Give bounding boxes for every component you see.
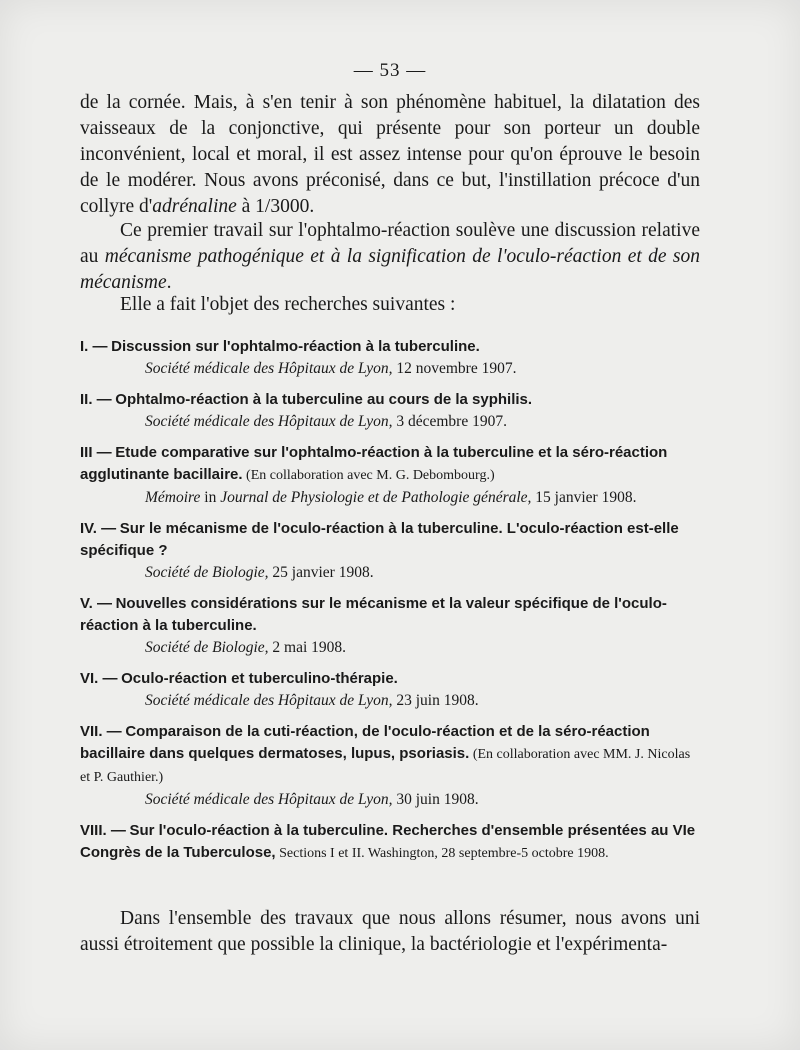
source-venue: Société médicale des Hôpitaux de Lyon, xyxy=(145,360,393,377)
paragraph-2-end: . xyxy=(166,272,172,293)
source-venue: Société médicale des Hôpitaux de Lyon, xyxy=(145,413,393,430)
publication-title: Sur le mécanisme de l'oculo-réaction à la tuberculine. L'oculo-réaction est-elle spécifique ? xyxy=(80,520,679,559)
source-venue: Société de Biologie, xyxy=(145,564,269,581)
publication-number: IV. — xyxy=(80,520,117,537)
paragraph-final: Dans l'ensemble des travaux que nous allons résumer, nous avons uni aussi étroitement que possible la clinique, la bactériologie et l'expérimenta- xyxy=(80,908,700,955)
publication-number: V. — xyxy=(80,595,112,612)
source-mid: in xyxy=(200,489,221,506)
publication-source xyxy=(80,789,700,811)
publication-title: Oculo-réaction et tuberculino-thérapie. xyxy=(121,670,398,687)
publication-item xyxy=(80,389,700,433)
source-date: 15 janvier 1908. xyxy=(531,489,637,506)
source-venue: Société de Biologie, xyxy=(145,639,269,656)
source-date: 12 novembre 1907. xyxy=(392,360,517,377)
publication-title: Etude comparative sur l'ophtalmo-réaction à la tuberculine et la séro-réaction agglutinante bacillaire. xyxy=(80,444,668,483)
publication-source xyxy=(80,358,700,380)
publication-item xyxy=(80,820,700,865)
publication-title: Discussion sur l'ophtalmo-réaction à la tuberculine. xyxy=(111,338,480,355)
publication-item xyxy=(80,336,700,380)
publication-note: (En collaboration avec MM. J. Nicolas et P. Gauthier.) xyxy=(80,747,691,785)
publication-item xyxy=(80,593,700,659)
publication-title: Ophtalmo-réaction à la tuberculine au cours de la syphilis. xyxy=(115,391,533,408)
publication-item xyxy=(80,668,700,712)
publication-number: II. — xyxy=(80,391,112,408)
publication-number: III — xyxy=(80,444,112,461)
publication-note: (En collaboration avec M. G. Debombourg.) xyxy=(242,468,495,483)
source-venue: Société médicale des Hôpitaux de Lyon, xyxy=(145,791,393,808)
source-date: 2 mai 1908. xyxy=(268,639,347,656)
paragraph-1-end: à 1/3000. xyxy=(236,196,315,217)
source-venue: Société médicale des Hôpitaux de Lyon, xyxy=(145,692,393,709)
paragraph-2 xyxy=(80,218,700,296)
publication-source xyxy=(80,487,700,509)
paragraph-1 xyxy=(80,90,700,220)
page-number: — 53 — xyxy=(353,60,427,81)
publication-number: VI. — xyxy=(80,670,118,687)
publication-number: VIII. — xyxy=(80,822,126,839)
source-date: 25 janvier 1908. xyxy=(268,564,374,581)
publication-source xyxy=(80,562,700,584)
publication-item xyxy=(80,442,700,509)
paragraph-2-italic: mécanisme pathogénique et à la signification de l'oculo-réaction et de son mécanisme xyxy=(80,246,700,293)
publication-source xyxy=(80,637,700,659)
publication-number: I. — xyxy=(80,338,108,355)
publication-item xyxy=(80,518,700,584)
publication-note: Sections I et II. Washington, 28 septembre-5 octobre 1908. xyxy=(275,846,609,861)
source-venue: Journal de Physiologie et de Pathologie générale, xyxy=(220,489,532,506)
source-date: 30 juin 1908. xyxy=(392,791,479,808)
paragraph-1-italic: adrénaline xyxy=(152,196,237,217)
publication-title: Comparaison de la cuti-réaction, de l'oculo-réaction et de la séro-réaction bacillaire dans quelques dermatoses, lupus, psoriasis. xyxy=(80,723,650,762)
source-prefix: Mémoire xyxy=(145,489,201,506)
publication-source xyxy=(80,690,700,712)
paragraph-1-text: de la cornée. Mais, à s'en tenir à son phénomène habituel, la dilatation des vaisseaux de la conjonctive, qui présente pour son porteur un double inconvénient, local et moral, il est assez intense pour qu'on éprouve le besoin de le modérer. Nous avons préconisé, dans ce but, l'instillation précoce d'un collyre d' xyxy=(80,92,700,217)
paragraph-2-text: Ce premier travail sur l'ophtalmo-réaction soulève une discussion relative au xyxy=(80,220,700,267)
publication-title: Nouvelles considérations sur le mécanisme et la valeur spécifique de l'oculo-réaction à la tuberculine. xyxy=(80,595,667,634)
publication-source xyxy=(80,411,700,433)
publication-title: Sur l'oculo-réaction à la tuberculine. Recherches d'ensemble présentées au VIe Congrès de la Tuberculose, xyxy=(80,822,696,861)
paragraph-3: Elle a fait l'objet des recherches suivantes : xyxy=(120,294,456,315)
publication-number: VII. — xyxy=(80,723,122,740)
source-date: 3 décembre 1907. xyxy=(392,413,507,430)
publication-list xyxy=(80,336,700,865)
source-date: 23 juin 1908. xyxy=(392,692,479,709)
publication-item xyxy=(80,721,700,811)
